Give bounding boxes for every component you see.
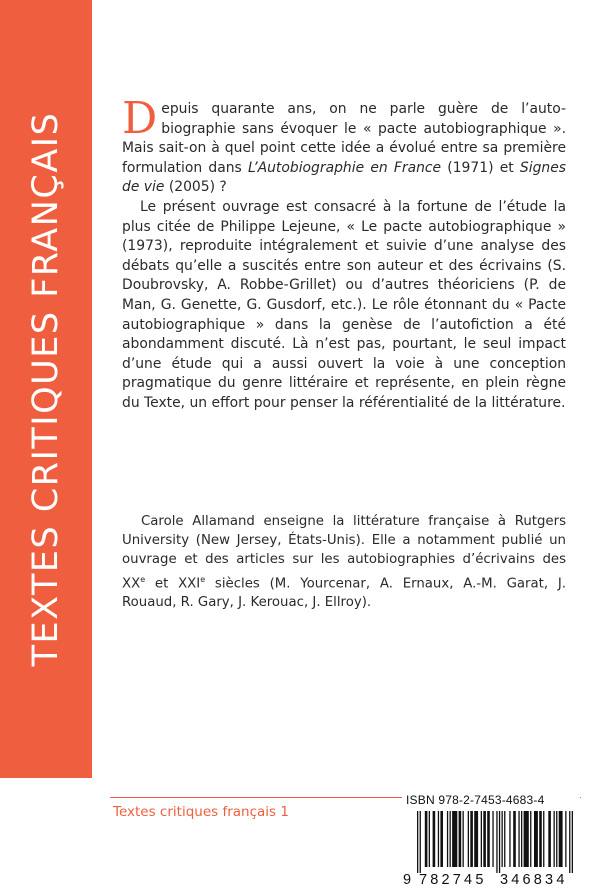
barcode-bar: [463, 811, 464, 867]
series-name: Textes critiques français 1: [113, 804, 289, 820]
barcode-bar: [524, 811, 529, 867]
barcode-bar: [569, 811, 570, 873]
barcode-bar: [504, 811, 505, 867]
barcode-bar: [425, 811, 428, 867]
barcode-bar: [417, 811, 418, 873]
blurb-paragraph-2: Le présent ouvrage est consacré à la fortune de l’étude la plus citée de Philippe Lejeune, « Le pacte autobiographique » (1973), reproduite intégralement et suivie d’une analyse des débats qu’elle a suscités entre son auteur et des écrivains (S. Doubrovsky, A. Robbe-Grillet) ou d’autres théoriciens (P. de Man, G. Genette, G. Gusdorf, etc.). Le rôle étonnant du « Pacte autobiographique » dans la genèse de l’autofiction a été abondamment discuté. Là n’est pas, pourtant, le seul impact d’une étude qui a aussi ouvert la voie à une conception pragmatique du genre littéraire et représente, en plein règne du Texte, un effort pour penser la référentialité de la littérature.: [122, 198, 566, 411]
barcode-bar: [470, 811, 473, 867]
barcode-bar: [468, 811, 469, 867]
barcode-bar: [440, 811, 443, 867]
barcode-bar: [530, 811, 531, 867]
barcode-bar: [554, 811, 555, 867]
barcode-bar: [559, 811, 563, 867]
barcode-bar: [499, 811, 500, 873]
drop-cap: D: [122, 93, 158, 144]
barcode-bar: [521, 811, 522, 867]
barcode-bar: [481, 811, 482, 867]
barcode-bar: [433, 811, 436, 867]
barcode-bar: [483, 811, 486, 867]
barcode-bar: [459, 811, 462, 867]
blurb-paragraph-1: Depuis quarante ans, on ne parle guère de l’auto-biographie sans évoquer le « pacte autobiographique ». Mais sait-on à quel point cette idée a évolué entre sa première formulation dans L’Autobiographie en France (1971) et Signes de vie (2005) ?: [122, 93, 566, 196]
barcode-bar: [572, 811, 573, 873]
barcode-bar: [502, 811, 503, 867]
barcode-bar: [518, 811, 519, 867]
barcode-bar: [509, 811, 510, 867]
barcode-bar: [452, 811, 457, 867]
barcode-bar: [420, 811, 421, 873]
barcode-bar: [539, 811, 542, 867]
series-title-vertical: TEXTES CRITIQUES FRANÇAIS: [26, 111, 66, 667]
barcode-bar: [487, 811, 490, 867]
barcode-bar: [474, 811, 478, 867]
barcode-bar: [548, 811, 551, 867]
isbn-number: ISBN 978-2-7453-4683-4: [406, 793, 545, 807]
barcode-bar: [492, 811, 493, 867]
barcode-bar: [534, 811, 538, 867]
barcode-bar: [565, 811, 566, 867]
spine-band: [0, 0, 92, 778]
back-cover-blurb: [122, 93, 566, 414]
barcode-bar: [513, 811, 516, 867]
barcode-bar: [429, 811, 430, 867]
barcode-bar: [438, 811, 439, 867]
barcode-image: [403, 811, 579, 873]
barcode-bar: [543, 811, 544, 867]
barcode-bar: [556, 811, 557, 867]
barcode-bar: [447, 811, 448, 867]
barcode-bar: [496, 811, 497, 873]
author-bio: Carole Allamand enseigne la littérature française à Rutgers University (New Jersey, États-Unis). Elle a notamment publié un ouvrage et des articles sur les autobiographies d’écrivains des XXe et XXIe siècles (M. Yourcenar, A. Ernaux, A.-M. Garat, J. Rouaud, R. Gary, J. Kerouac, J. Ellroy).: [122, 514, 566, 611]
barcode-bar: [450, 811, 451, 867]
